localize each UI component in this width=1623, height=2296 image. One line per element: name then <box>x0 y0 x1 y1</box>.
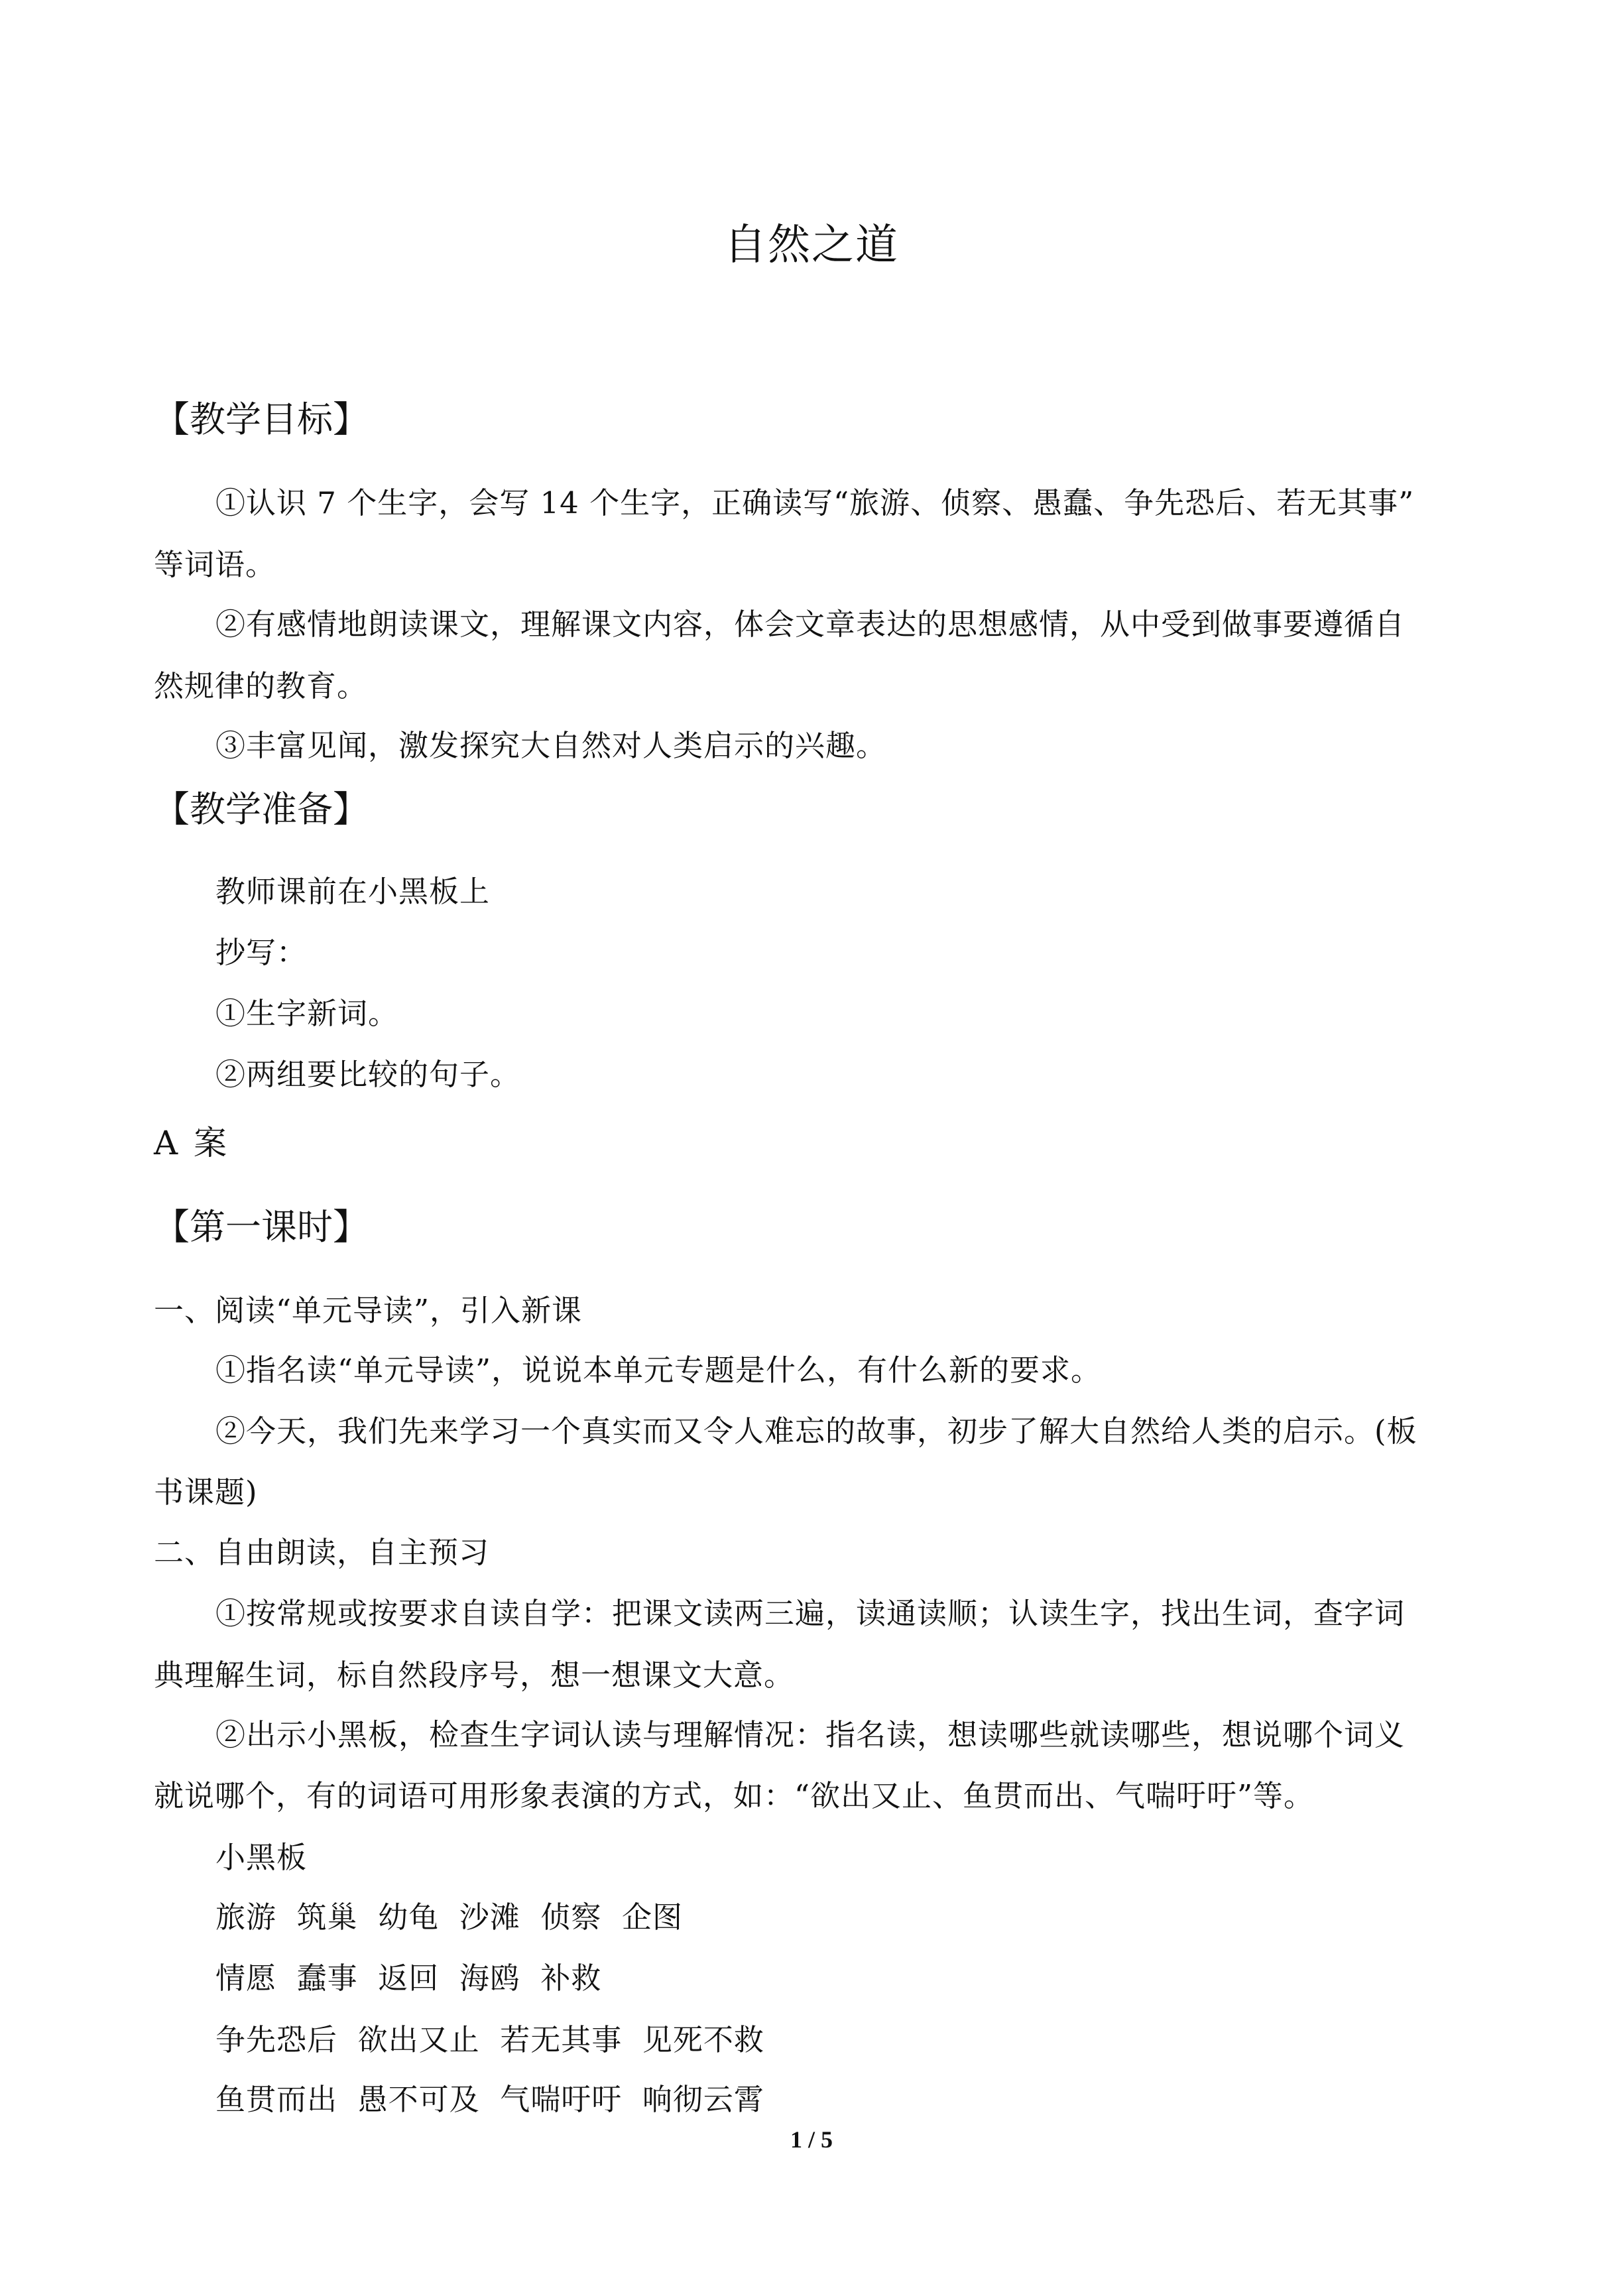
prep-line-1: 教师课前在小黑板上 <box>215 874 491 909</box>
lesson-heading: 【第一课时】 <box>154 1206 369 1248</box>
step2-line-1: ①按常规或按要求自读自学：把课文读两三遍，读通读顺；认读生字，找出生词，查字词 <box>215 1596 1406 1631</box>
blackboard-line-2: 情愿 蠢事 返回 海鸥 补救 <box>215 1961 602 1996</box>
prep-line-2: 抄写： <box>215 935 308 970</box>
plan-label: A 案 <box>154 1124 230 1162</box>
step1-line-1: ①指名读“单元导读”，说说本单元专题是什么，有什么新的要求。 <box>215 1353 1102 1388</box>
blackboard-line-1: 旅游 筑巢 幼龟 沙滩 侦察 企图 <box>215 1900 684 1935</box>
step2-heading: 二、自由朗读，自主预习 <box>154 1535 490 1570</box>
blackboard-title: 小黑板 <box>215 1840 308 1875</box>
prep-heading: 【教学准备】 <box>154 788 369 830</box>
step2-line-3: ②出示小黑板，检查生字词认读与理解情况：指名读，想读哪些就读哪些，想说哪个词义 <box>215 1717 1406 1752</box>
goals-heading: 【教学目标】 <box>154 398 369 440</box>
blackboard-line-3: 争先恐后 欲出又止 若无其事 见死不救 <box>215 2022 764 2057</box>
document-title: 自然之道 <box>724 221 899 270</box>
step1-line-3: 书课题) <box>154 1475 258 1510</box>
blackboard-line-4: 鱼贯而出 愚不可及 气喘吁吁 响彻云霄 <box>215 2082 764 2117</box>
step1-line-2: ②今天，我们先来学习一个真实而又令人难忘的故事，初步了解大自然给人类的启示。(板 <box>215 1414 1417 1449</box>
step1-heading: 一、阅读“单元导读”，引入新课 <box>154 1293 583 1328</box>
prep-line-3: ①生字新词。 <box>215 996 399 1031</box>
step2-line-4: 就说哪个，有的词语可用形象表演的方式，如：“欲出又止、鱼贯而出、气喘吁吁”等。 <box>154 1778 1315 1813</box>
goal-line-1: ①认识 7 个生字，会写 14 个生字，正确读写“旅游、侦察、愚蠢、争先恐后、若无其事” <box>215 485 1415 520</box>
page-number: 1 / 5 <box>790 2126 833 2153</box>
prep-line-4: ②两组要比较的句子。 <box>215 1057 521 1092</box>
goal-line-4: 然规律的教育。 <box>154 668 368 703</box>
step2-line-2: 典理解生词，标自然段序号，想一想课文大意。 <box>154 1658 795 1693</box>
goal-line-5: ③丰富见闻，激发探究大自然对人类启示的兴趣。 <box>215 728 887 763</box>
goal-line-2: 等词语。 <box>154 547 276 582</box>
goal-line-3: ②有感情地朗读课文，理解课文内容，体会文章表达的思想感情，从中受到做事要遵循自 <box>215 607 1406 642</box>
